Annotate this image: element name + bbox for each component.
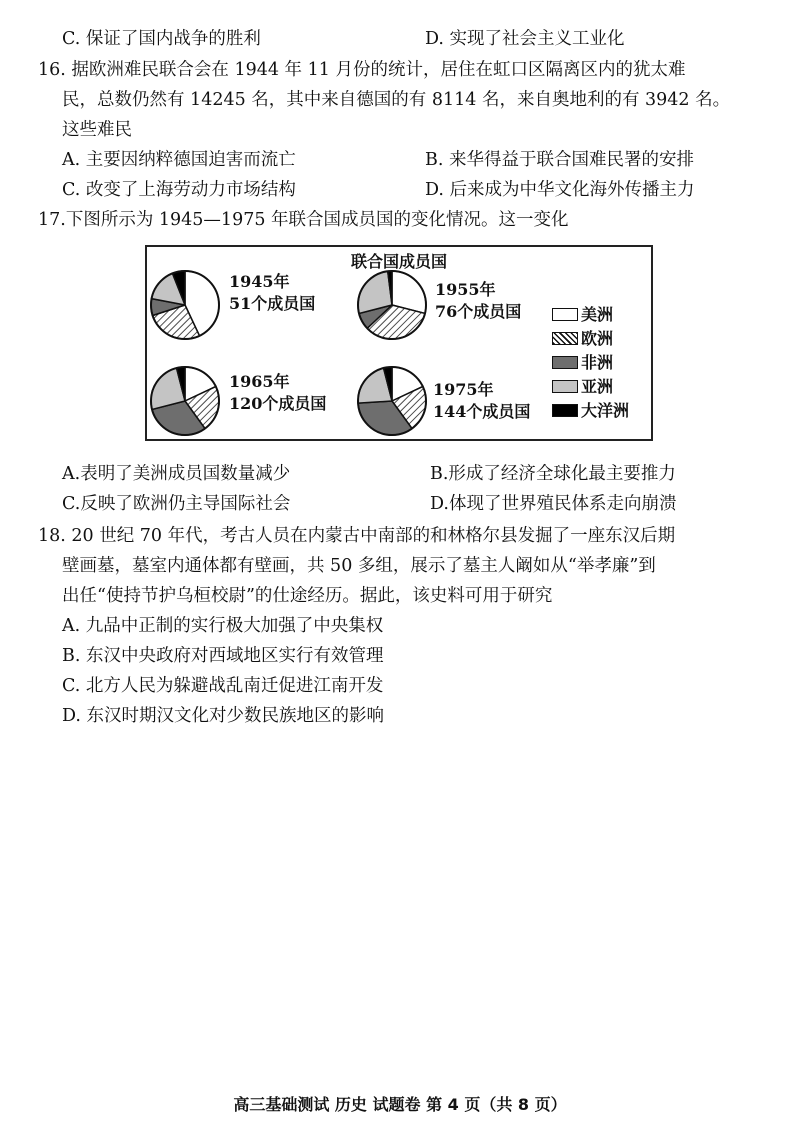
q16-option-a: A. 主要因纳粹德国迫害而流亡 — [62, 150, 296, 170]
q18-option-a: A. 九品中正制的实行极大加强了中央集权 — [62, 616, 384, 636]
q16-stem-line-2: 民，总数仍然有 14245 名，其中来自德国的有 8114 名，来自奥地利的有 3942 名。 — [62, 90, 731, 110]
un-members-chart — [145, 245, 653, 441]
pie-1955-members: 76个成员国 — [435, 302, 522, 321]
q17-option-a: A.表明了美洲成员国数量减少 — [62, 464, 291, 484]
q18-option-d: D. 东汉时期汉文化对少数民族地区的影响 — [62, 706, 385, 726]
q16-stem-line-1: 16. 据欧洲难民联合会在 1944 年 11 月份的统计，居住在虹口区隔离区内的犹太难 — [38, 60, 686, 80]
q17-stem: 17.下图所示为 1945—1975 年联合国成员国的变化情况。这一变化 — [38, 210, 569, 230]
q17-option-d: D.体现了世界殖民体系走向崩溃 — [430, 494, 677, 514]
legend-europe: 欧洲 — [552, 329, 613, 349]
pie-1965-year: 1965年 — [229, 372, 290, 391]
legend-swatch-oceania — [552, 404, 578, 417]
pie-1955-year: 1955年 — [435, 280, 496, 299]
legend-americas: 美洲 — [552, 305, 613, 325]
q18-stem-line-2: 壁画墓，墓室内通体都有壁画，共 50 多组，展示了墓主人阚如从“举孝廉”到 — [62, 556, 656, 576]
q17-option-c: C.反映了欧洲仍主导国际社会 — [62, 494, 291, 514]
q18-option-c: C. 北方人民为躲避战乱南迁促进江南开发 — [62, 676, 384, 696]
q16-option-c: C. 改变了上海劳动力市场结构 — [62, 180, 296, 200]
chart-title: 联合国成员国 — [350, 252, 447, 271]
legend-asia: 亚洲 — [552, 377, 613, 397]
q16-option-b: B. 来华得益于联合国难民署的安排 — [425, 150, 694, 170]
pie-1965-members: 120个成员国 — [229, 394, 327, 413]
q18-option-b: B. 东汉中央政府对西域地区实行有效管理 — [62, 646, 384, 666]
legend-swatch-asia — [552, 380, 578, 393]
page-footer: 高三基础测试 历史 试题卷 第 4 页（共 8 页） — [233, 1095, 567, 1114]
q16-option-d: D. 后来成为中华文化海外传播主力 — [425, 180, 695, 200]
q16-stem-line-3: 这些难民 — [62, 120, 132, 140]
q15-option-d: D. 实现了社会主义工业化 — [425, 29, 625, 49]
legend-swatch-europe — [552, 332, 578, 345]
q18-stem-line-3: 出任“使持节护乌桓校尉”的仕途经历。据此，该史料可用于研究 — [62, 586, 553, 606]
legend-swatch-americas — [552, 308, 578, 321]
pie-1945-members: 51个成员国 — [229, 294, 316, 313]
pie-1975-members: 144个成员国 — [433, 402, 531, 421]
legend-oceania: 大洋洲 — [552, 401, 629, 421]
q17-option-b: B.形成了经济全球化最主要推力 — [430, 464, 676, 484]
pie-1945-year: 1945年 — [229, 272, 290, 291]
q18-stem-line-1: 18. 20 世纪 70 年代，考古人员在内蒙古中南部的和林格尔县发掘了一座东汉后期 — [38, 526, 676, 546]
q15-option-c: C. 保证了国内战争的胜利 — [62, 29, 261, 49]
legend-africa: 非洲 — [552, 353, 613, 373]
legend-swatch-africa — [552, 356, 578, 369]
pie-1975-year: 1975年 — [433, 380, 494, 399]
